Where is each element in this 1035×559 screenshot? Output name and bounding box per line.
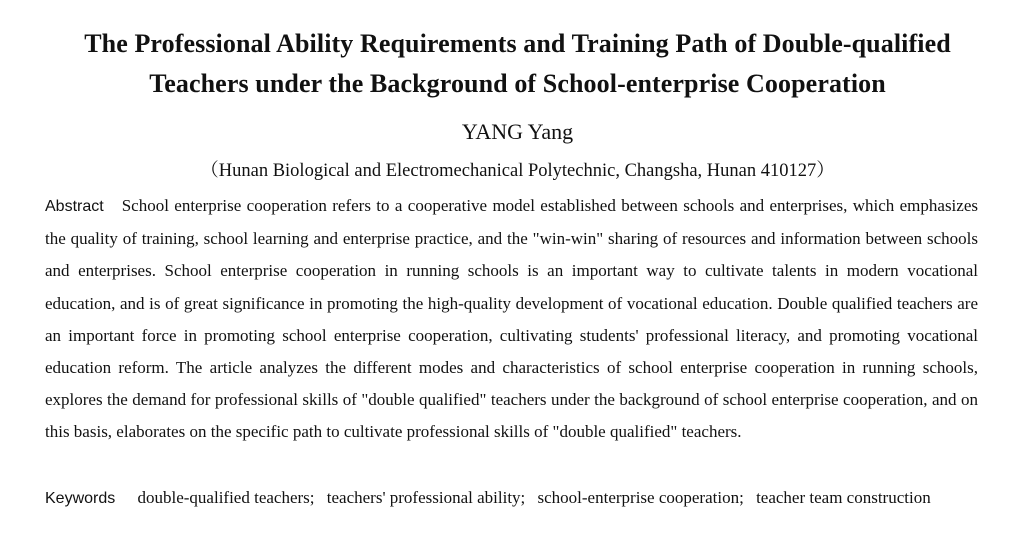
keyword-item: school-enterprise cooperation; — [537, 488, 744, 507]
paper-title-line-1: The Professional Ability Requirements and Training Path of Double-qualified — [84, 29, 951, 58]
abstract-label: Abstract — [45, 198, 104, 215]
paper-title — [0, 24, 1035, 104]
keyword-item: double-qualified teachers; — [137, 488, 315, 507]
abstract-section — [45, 190, 978, 449]
keywords-section — [45, 482, 978, 515]
keywords-label: Keywords — [45, 490, 116, 507]
keyword-item: teacher team construction — [756, 488, 931, 507]
author-affiliation: （Hunan Biological and Electromechanical Polytechnic, Changsha, Hunan 410127） — [200, 161, 835, 181]
keyword-item: teachers' professional ability; — [326, 488, 526, 507]
author-name: YANG Yang — [461, 119, 574, 144]
abstract-text: School enterprise cooperation refers to a cooperative model established between schools and enterprises, which emphasizes the quality of training, school learning and enterprise practice, and the "win-win" sharing of resources and information between schools and enterprises. School enterprise cooperation in running schools is an important way to cultivate talents in modern vocational education, and is of great significance in promoting the high-quality development of vocational education. Double qualified teachers are an important force in promoting school enterprise cooperation, cultivating students' professional literacy, and promoting vocational education reform. The article analyzes the different modes and characteristics of school enterprise cooperation in running schools, explores the demand for professional skills of "double qualified" teachers under the background of school enterprise cooperation, and on this basis, elaborates on the specific path to cultivate professional skills of "double qualified" teachers. — [45, 196, 978, 442]
paper-title-line-2: Teachers under the Background of School-enterprise Cooperation — [149, 69, 886, 98]
